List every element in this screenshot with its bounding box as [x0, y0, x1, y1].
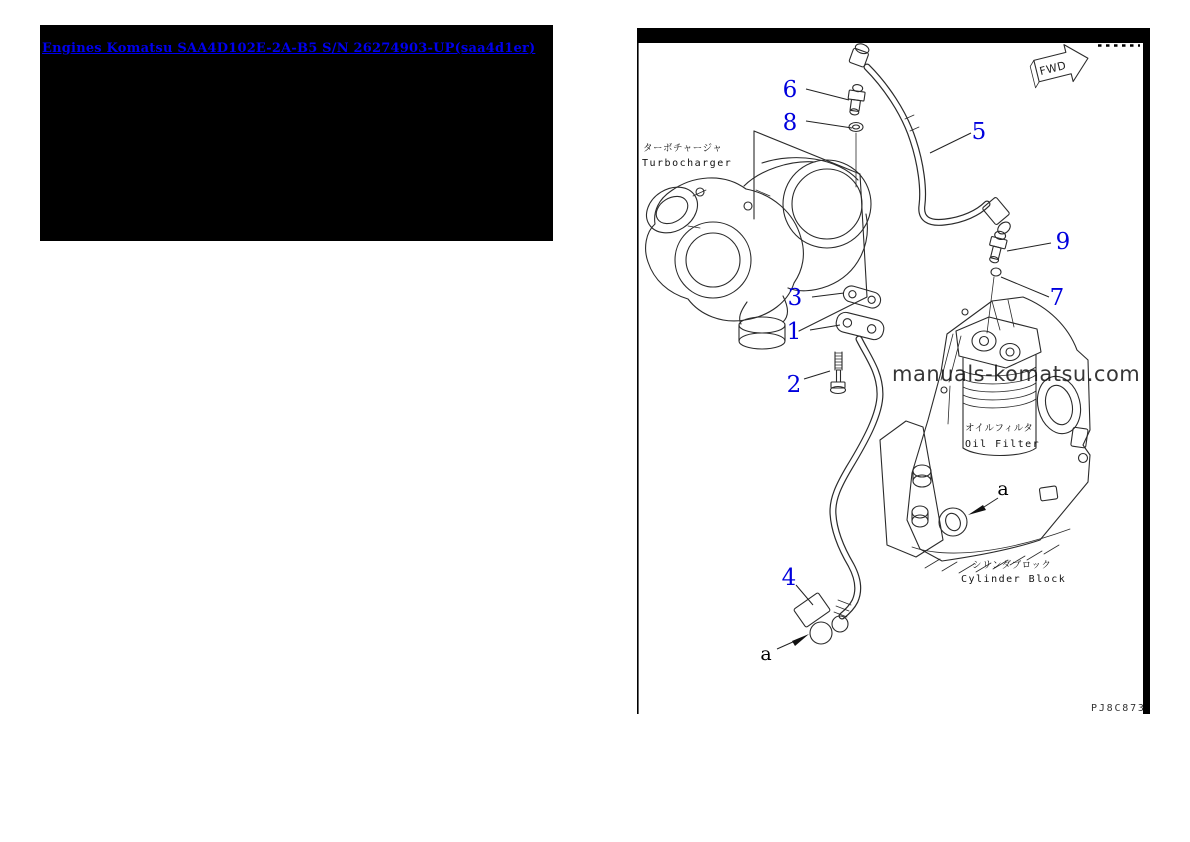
drain-tube-drawing	[793, 339, 880, 644]
callout-9[interactable]: 9	[1055, 229, 1071, 255]
callout-2[interactable]: 2	[786, 372, 802, 398]
callout-3[interactable]: 3	[787, 285, 803, 311]
detail-marker-a-block: a	[997, 478, 1009, 500]
header-panel	[40, 25, 553, 241]
cylinder-block-drawing	[880, 297, 1090, 573]
parts-diagram-canvas	[637, 25, 1150, 715]
callout-numbers	[782, 77, 1071, 591]
oil-filter-label-en: Oil Filter	[965, 439, 1041, 450]
detail-marker-a-bottom: a	[760, 643, 772, 665]
oil-filter-label-jp: オイルフィルタ	[965, 423, 1034, 434]
oil-filter-drawing	[956, 317, 1041, 456]
washer-8-drawing	[849, 123, 863, 132]
drawing-code: PJ8C873	[1091, 703, 1146, 714]
oil-supply-hose-drawing	[846, 42, 1013, 333]
turbocharger-label-en: Turbocharger	[642, 158, 733, 169]
bolt-2-drawing	[831, 352, 846, 394]
site-watermark: manuals-komatsu.com	[892, 362, 1141, 386]
fitting-9-drawing	[986, 230, 1009, 265]
callout-6[interactable]: 6	[782, 77, 798, 103]
callout-4[interactable]: 4	[781, 565, 797, 591]
fwd-label: FWD	[1038, 58, 1068, 79]
callout-5[interactable]: 5	[971, 119, 987, 145]
engine-model-link[interactable]: Engines Komatsu SAA4D102E-2A-B5 S/N 26274903-UP(saa4d1er)	[42, 41, 536, 56]
cylinder-block-label-en: Cylinder Block	[961, 574, 1067, 585]
callout-7[interactable]: 7	[1049, 285, 1065, 311]
fwd-arrow-icon	[1027, 40, 1092, 91]
turbocharger-label-jp: ターボチャージャ	[643, 143, 723, 154]
cylinder-block-label-jp: シリンダブロック	[972, 560, 1052, 571]
callout-1[interactable]: 1	[786, 319, 802, 345]
callout-8[interactable]: 8	[782, 110, 798, 136]
